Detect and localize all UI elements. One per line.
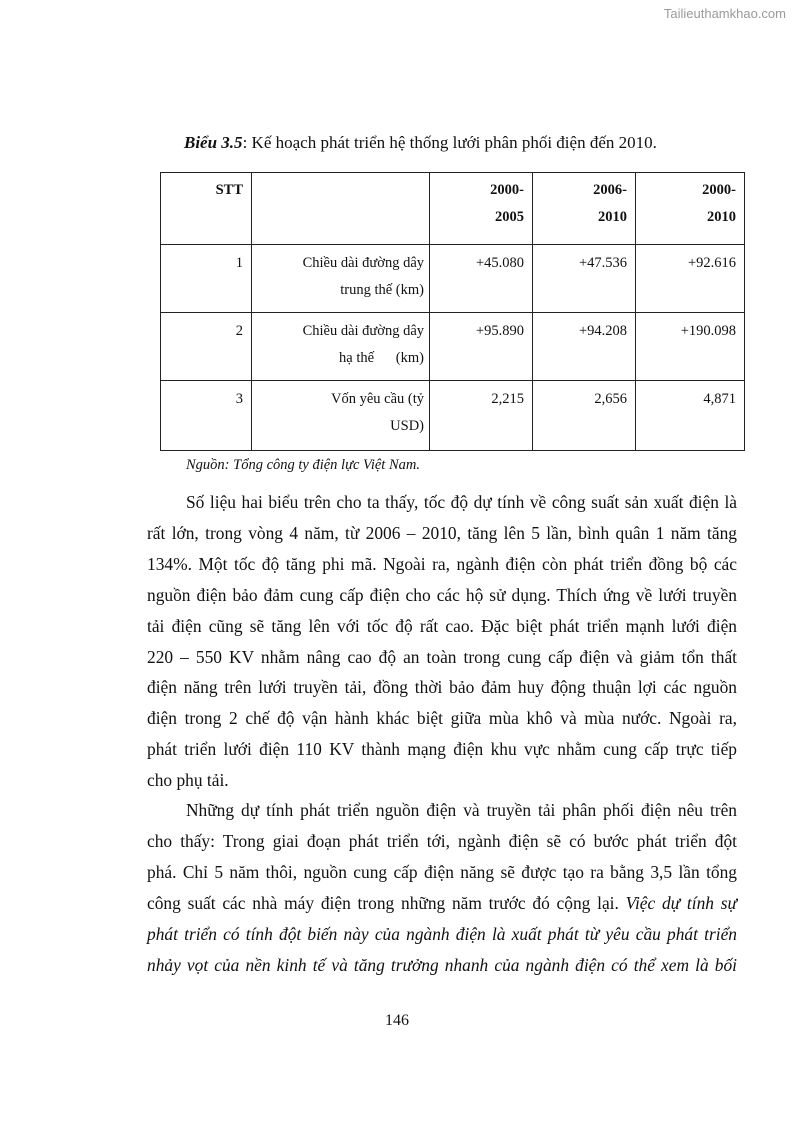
header-blank <box>252 173 430 245</box>
cell-value: +47.536 <box>533 245 636 313</box>
paragraph-line: 220 – 550 KV nhằm nâng cao độ an toàn trong cung cấp điện và giảm tổn thất <box>147 646 737 667</box>
table-row <box>161 313 745 381</box>
cell-value: +95.890 <box>430 313 533 381</box>
header-2000-2010: 2000- 2010 <box>636 173 745 245</box>
power-grid-plan-table <box>160 172 745 451</box>
watermark: Tailieuthamkhao.com <box>663 6 786 21</box>
cell-value: +92.616 <box>636 245 745 313</box>
paragraph-line: cho thấy: Trong giai đoạn phát triển tới, ngành điện sẽ có bước phát triển đột <box>147 830 737 851</box>
cell-label: Chiều dài đường dây hạ thế (km) <box>252 313 430 381</box>
header-stt: STT <box>161 173 252 245</box>
cell-stt: 1 <box>161 245 252 313</box>
paragraph-line: Số liệu hai biểu trên cho ta thấy, tốc độ dự tính về công suất sản xuất điện là <box>186 492 737 512</box>
paragraph-line: điện năng trên lưới truyền tải, đồng thời bảo đảm huy động thuận lợi các nguồn <box>147 677 737 698</box>
table-caption <box>184 133 657 153</box>
paragraph-line: nhảy vọt của nền kinh tế và tăng trưởng nhanh của ngành điện có thể xem là bối <box>147 954 737 975</box>
cell-value: +45.080 <box>430 245 533 313</box>
paragraph-line: tải điện cũng sẽ tăng lên với tốc độ rất cao. Đặc biệt phát triển mạnh lưới điện <box>147 615 737 636</box>
cell-stt: 3 <box>161 381 252 451</box>
paragraph-line: nguồn điện bảo đảm cung cấp điện cho các hộ sử dụng. Thích ứng về lưới truyền <box>147 584 737 605</box>
caption-lead: Biểu 3.5 <box>184 133 243 152</box>
cell-value: +190.098 <box>636 313 745 381</box>
paragraph-line <box>147 888 737 919</box>
paragraph-line: rất lớn, trong vòng 4 năm, từ 2006 – 2010, tăng lên 5 lần, bình quân 1 năm tăng <box>147 522 737 543</box>
paragraph-line: 134%. Một tốc độ tăng phi mã. Ngoài ra, ngành điện còn phát triển đồng bộ các <box>147 553 737 574</box>
table-row <box>161 245 745 313</box>
header-2000-2005: 2000- 2005 <box>430 173 533 245</box>
paragraph-line: phát triển có tính đột biến này của ngành điện là xuất phát từ yêu cầu phát triển <box>147 923 737 944</box>
paragraph-line: điện trong 2 chế độ vận hành khác biệt giữa mùa khô và mùa nước. Ngoài ra, <box>147 708 737 729</box>
table-row <box>161 381 745 451</box>
cell-stt: 2 <box>161 313 252 381</box>
line-italic-part: Việc dự tính sự <box>625 892 737 913</box>
cell-value: 2,215 <box>430 381 533 451</box>
page-number: 146 <box>385 1012 409 1029</box>
cell-label: Chiều dài đường dây trung thế (km) <box>252 245 430 313</box>
paragraph-line: cho phụ tải. <box>147 770 229 791</box>
cell-value: 4,871 <box>636 381 745 451</box>
cell-label: Vốn yêu cầu (tỷ USD) <box>252 381 430 451</box>
header-2006-2010: 2006- 2010 <box>533 173 636 245</box>
paragraph-line: phát triển lưới điện 110 KV thành mạng điện khu vực nhằm cung cấp trực tiếp <box>147 739 737 760</box>
source-note: Nguồn: Tổng công ty điện lực Việt Nam. <box>186 457 420 473</box>
paragraph-line: Những dự tính phát triển nguồn điện và truyền tải phân phối điện nêu trên <box>186 800 737 820</box>
caption-text: : Kế hoạch phát triển hệ thống lưới phân phối điện đến 2010. <box>242 133 657 152</box>
paragraph-line: phá. Chỉ 5 năm thôi, nguồn cung cấp điện năng sẽ được tạo ra bằng 3,5 lần tổng <box>147 861 737 882</box>
line-normal-part: công suất các nhà máy điện trong những năm trước đó cộng lại. <box>147 892 626 913</box>
cell-value: +94.208 <box>533 313 636 381</box>
paragraph-2 <box>147 795 737 980</box>
paragraph-1 <box>147 487 737 796</box>
table-header-row <box>161 173 745 245</box>
cell-value: 2,656 <box>533 381 636 451</box>
